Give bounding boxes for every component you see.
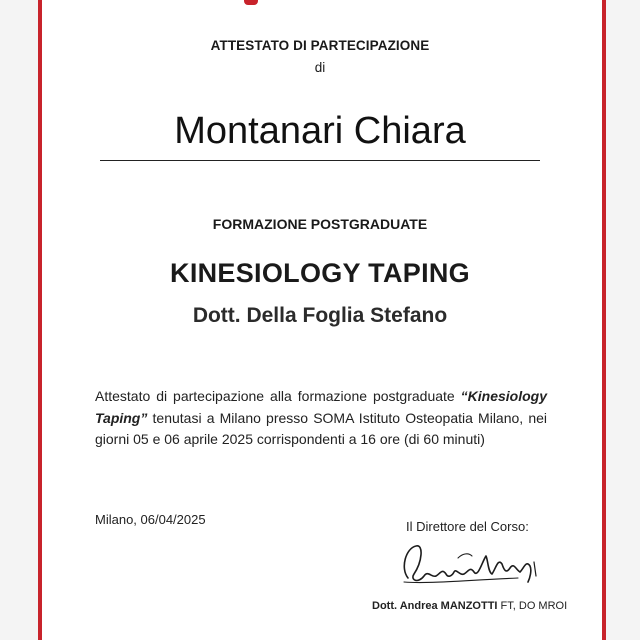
recipient-underline <box>100 160 540 161</box>
director-signature <box>398 538 544 594</box>
director-credentials: FT, DO MROI <box>500 600 568 612</box>
training-category: FORMAZIONE POSTGRADUATE <box>212 216 428 232</box>
body-lead: Attestato di partecipazione alla formazione postgraduate <box>95 388 455 404</box>
recipient-name: Montanari Chiara <box>174 110 466 152</box>
director-name <box>372 600 567 612</box>
certificate-title: ATTESTATO DI PARTECIPAZIONE <box>210 38 430 53</box>
place-date: Milano, 06/04/2025 <box>95 512 206 527</box>
course-teacher: Dott. Della Foglia Stefano <box>192 304 448 327</box>
director-surname: MANZOTTI <box>440 600 498 612</box>
logo-fragment <box>244 0 258 5</box>
body-course-name: “Kinesiology Taping” <box>95 388 547 426</box>
director-title: Dott. Andrea <box>372 600 438 612</box>
course-title: KINESIOLOGY TAPING <box>170 258 470 288</box>
body-rest: tenutasi a Milano presso SOMA Istituto Osteopatia Milano, nei giorni 05 e 06 aprile 2025 corrispondenti a 16 ore (di 60 minuti) <box>95 409 548 447</box>
connector-text: di <box>314 60 326 75</box>
certificate-body <box>95 386 547 451</box>
director-label: Il Direttore del Corso: <box>406 519 529 534</box>
